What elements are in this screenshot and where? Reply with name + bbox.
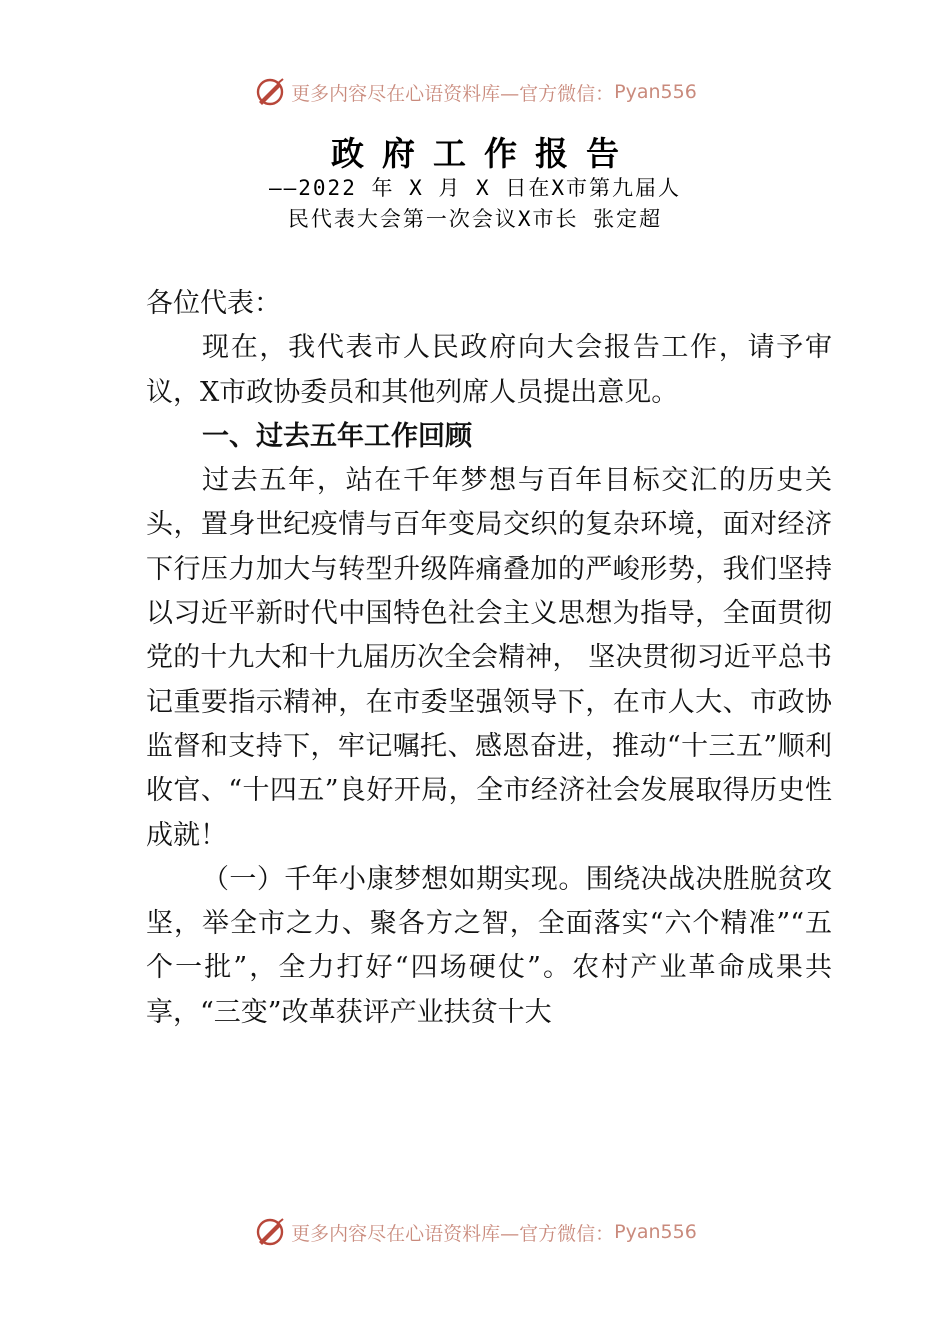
watermark-text: 更多内容尽在心语资料库—官方微信： (291, 1222, 615, 1245)
pen-logo-icon (253, 1215, 287, 1249)
salutation: 各位代表： (146, 288, 281, 319)
document-title: 政府工作报告 (331, 134, 637, 173)
watermark-header (0, 72, 950, 112)
watermark-footer (0, 1212, 950, 1252)
document-body (146, 282, 832, 1035)
watermark-text: 更多内容尽在心语资料库—官方微信： (291, 82, 615, 105)
watermark-handle: Pyan556 (614, 81, 697, 103)
document-subtitle-line1: ——2022 年 X 月 X 日在X市第九届人 (268, 176, 681, 200)
watermark-handle: Pyan556 (614, 1221, 697, 1243)
pen-logo-icon (253, 75, 287, 109)
document-subtitle-line2: 民代表大会第一次会议X市长 张定超 (287, 207, 663, 231)
body-paragraph-2: （一）千年小康梦想如期实现。围绕决战决胜脱贫攻坚，举全市之力、聚各方之智，全面落实“六个精准”“五个一批”，全力打好“四场硬仗”。农村产业革命成果共享，“三变”改革获评产业扶贫十大 (146, 863, 832, 1028)
intro-paragraph: 现在，我代表市人民政府向大会报告工作，请予审议，X市政协委员和其他列席人员提出意见。 (146, 332, 832, 408)
body-paragraph-1: 过去五年，站在千年梦想与百年目标交汇的历史关头，置身世纪疫情与百年变局交织的复杂环境，面对经济下行压力加大与转型升级阵痛叠加的严峻形势，我们坚持以习近平新时代中国特色社会主义思想为指导，全面贯彻党的十九大和十九届历次全会精神， 坚决贯彻习近平总书记重要指示精神，在市委坚强领导下，在市人大、市政协监督和支持下，牢记嘱托、感恩奋进，推动“十三五”顺利收官、“十四五”良好开局，全市经济社会发展取得历史性成就！ (146, 465, 832, 851)
section-heading: 一、过去五年工作回顾 (202, 420, 472, 452)
